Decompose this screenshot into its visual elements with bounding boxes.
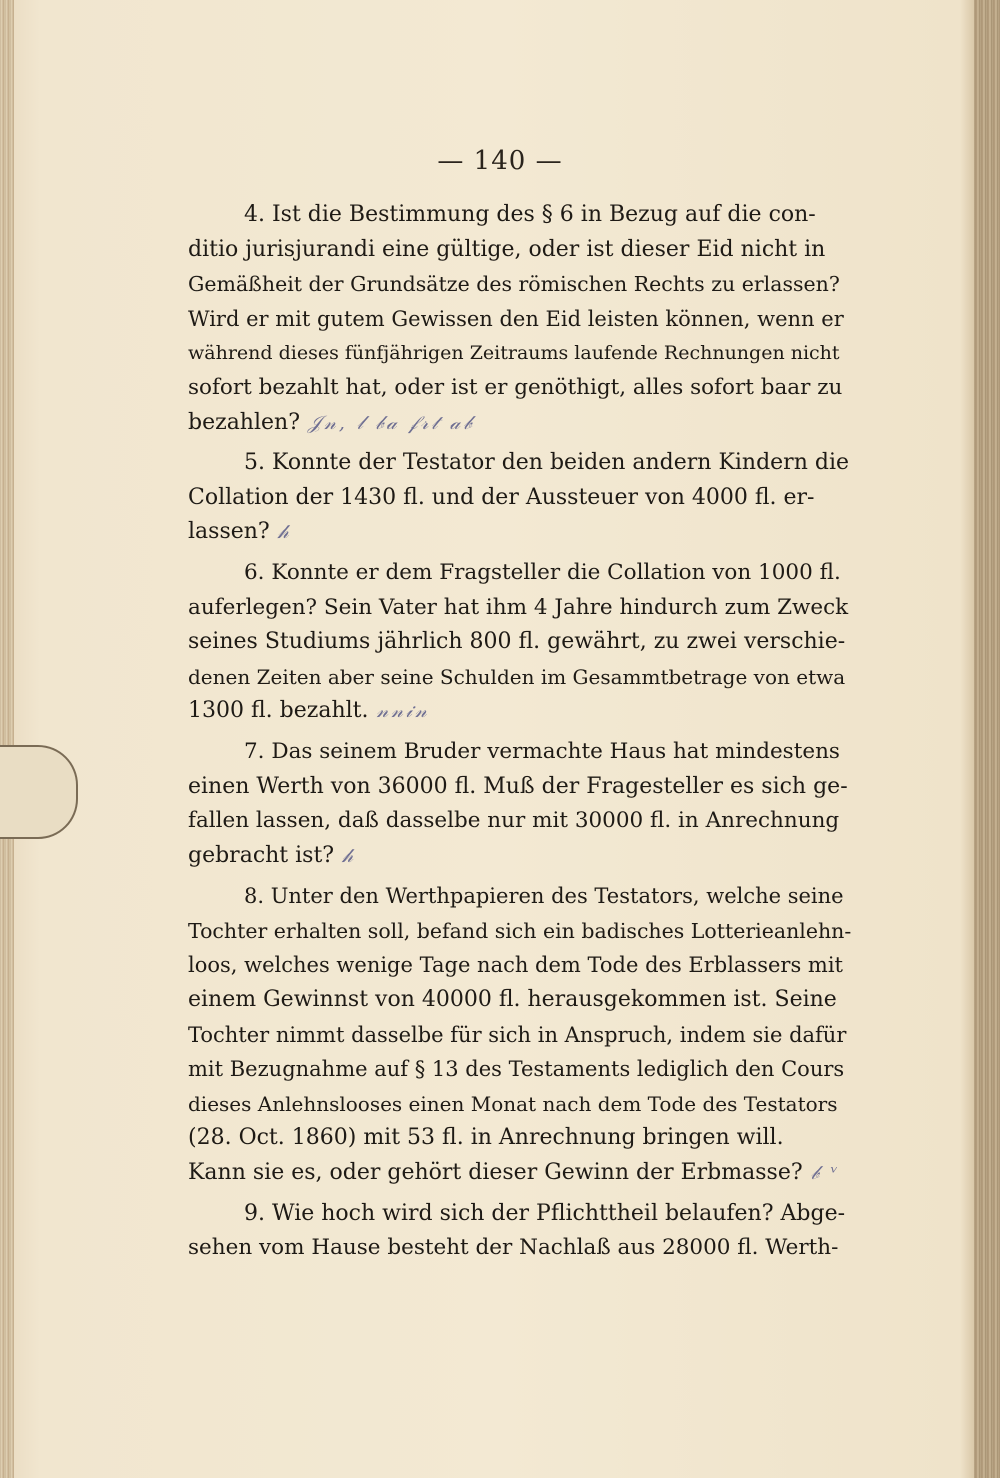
text-line: sofort bezahlt hat, oder ist er genöthigt, alles sofort baar zu: [188, 374, 843, 400]
bookmark-tab: [0, 745, 78, 839]
handwritten-annotation: 𝒽: [277, 521, 292, 544]
handwritten-annotation: 𝒽: [342, 844, 357, 867]
text-line: denen Zeiten aber seine Schulden im Gesammtbetrage von etwa: [188, 664, 846, 689]
text-line: 6. Konnte er dem Fragsteller die Collation von 1000 fl.: [244, 559, 841, 585]
text-line: 1300 fl. bezahlt.: [188, 698, 369, 724]
text-line: einem Gewinnst von 40000 fl. herausgekommen ist. Seine: [188, 987, 837, 1013]
text-line-with-note: [188, 694, 852, 729]
text-line: Tochter erhalten soll, befand sich ein badisches Lotterieanlehn-: [188, 918, 852, 943]
text-line: Collation der 1430 fl. und der Aussteuer von 4000 fl. er-: [188, 484, 815, 510]
text-line: dieses Anlehnslooses einen Monat nach dem Tode des Testators: [188, 1091, 838, 1116]
paragraph-5: [188, 446, 852, 550]
handwritten-annotation: 𝒥𝓃, 𝓁 𝒷𝒶 𝒻𝓇𝓉 𝒶𝒷: [308, 411, 475, 434]
text-line: einen Werth von 36000 fl. Muß der Fragesteller es sich ge-: [188, 773, 848, 799]
text-line: sehen vom Hause besteht der Nachlaß aus 28000 fl. Werth-: [188, 1235, 839, 1261]
body-text: [188, 198, 852, 1272]
text-line: loos, welches wenige Tage nach dem Tode des Erblassers mit: [188, 953, 843, 978]
text-line: Wird er mit gutem Gewissen den Eid leisten können, wenn er: [188, 306, 844, 331]
text-line: fallen lassen, daß dasselbe nur mit 30000 fl. in Anrechnung: [188, 808, 840, 834]
text-line: Tochter nimmt dasselbe für sich in Anspruch, indem sie dafür: [188, 1022, 847, 1047]
paragraph-6: [188, 556, 852, 729]
text-line: während dieses fünfjährigen Zeitraums laufende Rechnungen nicht: [188, 342, 840, 365]
text-line: bezahlen?: [188, 409, 300, 435]
page-stack-left-edge: [0, 0, 14, 1478]
text-line: 4. Ist die Bestimmung des § 6 in Bezug auf die con-: [244, 202, 816, 227]
handwritten-annotation: 𝓃𝓃𝒾𝓃: [376, 700, 430, 723]
text-line: seines Studiums jährlich 800 fl. gewährt, zu zwei verschie-: [188, 629, 846, 655]
text-line: (28. Oct. 1860) mit 53 fl. in Anrechnung bringen will.: [188, 1125, 784, 1151]
text-line: auferlegen? Sein Vater hat ihm 4 Jahre hindurch zum Zweck: [188, 594, 849, 620]
handwritten-annotation: 𝒷 ᵛ: [810, 1162, 841, 1185]
text-line: gebracht ist?: [188, 842, 335, 868]
paragraph-7: [188, 735, 852, 873]
text-line-with-note: [188, 1156, 852, 1191]
text-line: mit Bezugnahme auf § 13 des Testaments lediglich den Cours: [188, 1057, 845, 1082]
text-line: ditio jurisjurandi eine gültige, oder ist dieser Eid nicht in: [188, 236, 826, 262]
text-line: 9. Wie hoch wird sich der Pflichttheil belaufen? Abge-: [244, 1200, 846, 1226]
text-line-with-note: [188, 515, 852, 550]
text-line-with-note: [188, 839, 852, 874]
text-line: 5. Konnte der Testator den beiden andern Kindern die: [244, 450, 849, 476]
text-line: 7. Das seinem Bruder vermachte Haus hat mindestens: [244, 738, 840, 764]
paragraph-8: [188, 879, 852, 1190]
page-number: — 140 —: [437, 146, 563, 176]
text-line-with-note: [188, 406, 852, 441]
text-line: 8. Unter den Werthpapieren des Testators, welche seine: [244, 884, 844, 909]
paragraph-4: [188, 198, 852, 440]
text-line: lassen?: [188, 519, 270, 545]
page-stack-right-edge: [974, 0, 1000, 1478]
text-line: Gemäßheit der Grundsätze des römischen Rechts zu erlassen?: [188, 272, 840, 297]
text-line: Kann sie es, oder gehört dieser Gewinn der Erbmasse?: [188, 1160, 803, 1186]
paragraph-9: [188, 1197, 852, 1266]
